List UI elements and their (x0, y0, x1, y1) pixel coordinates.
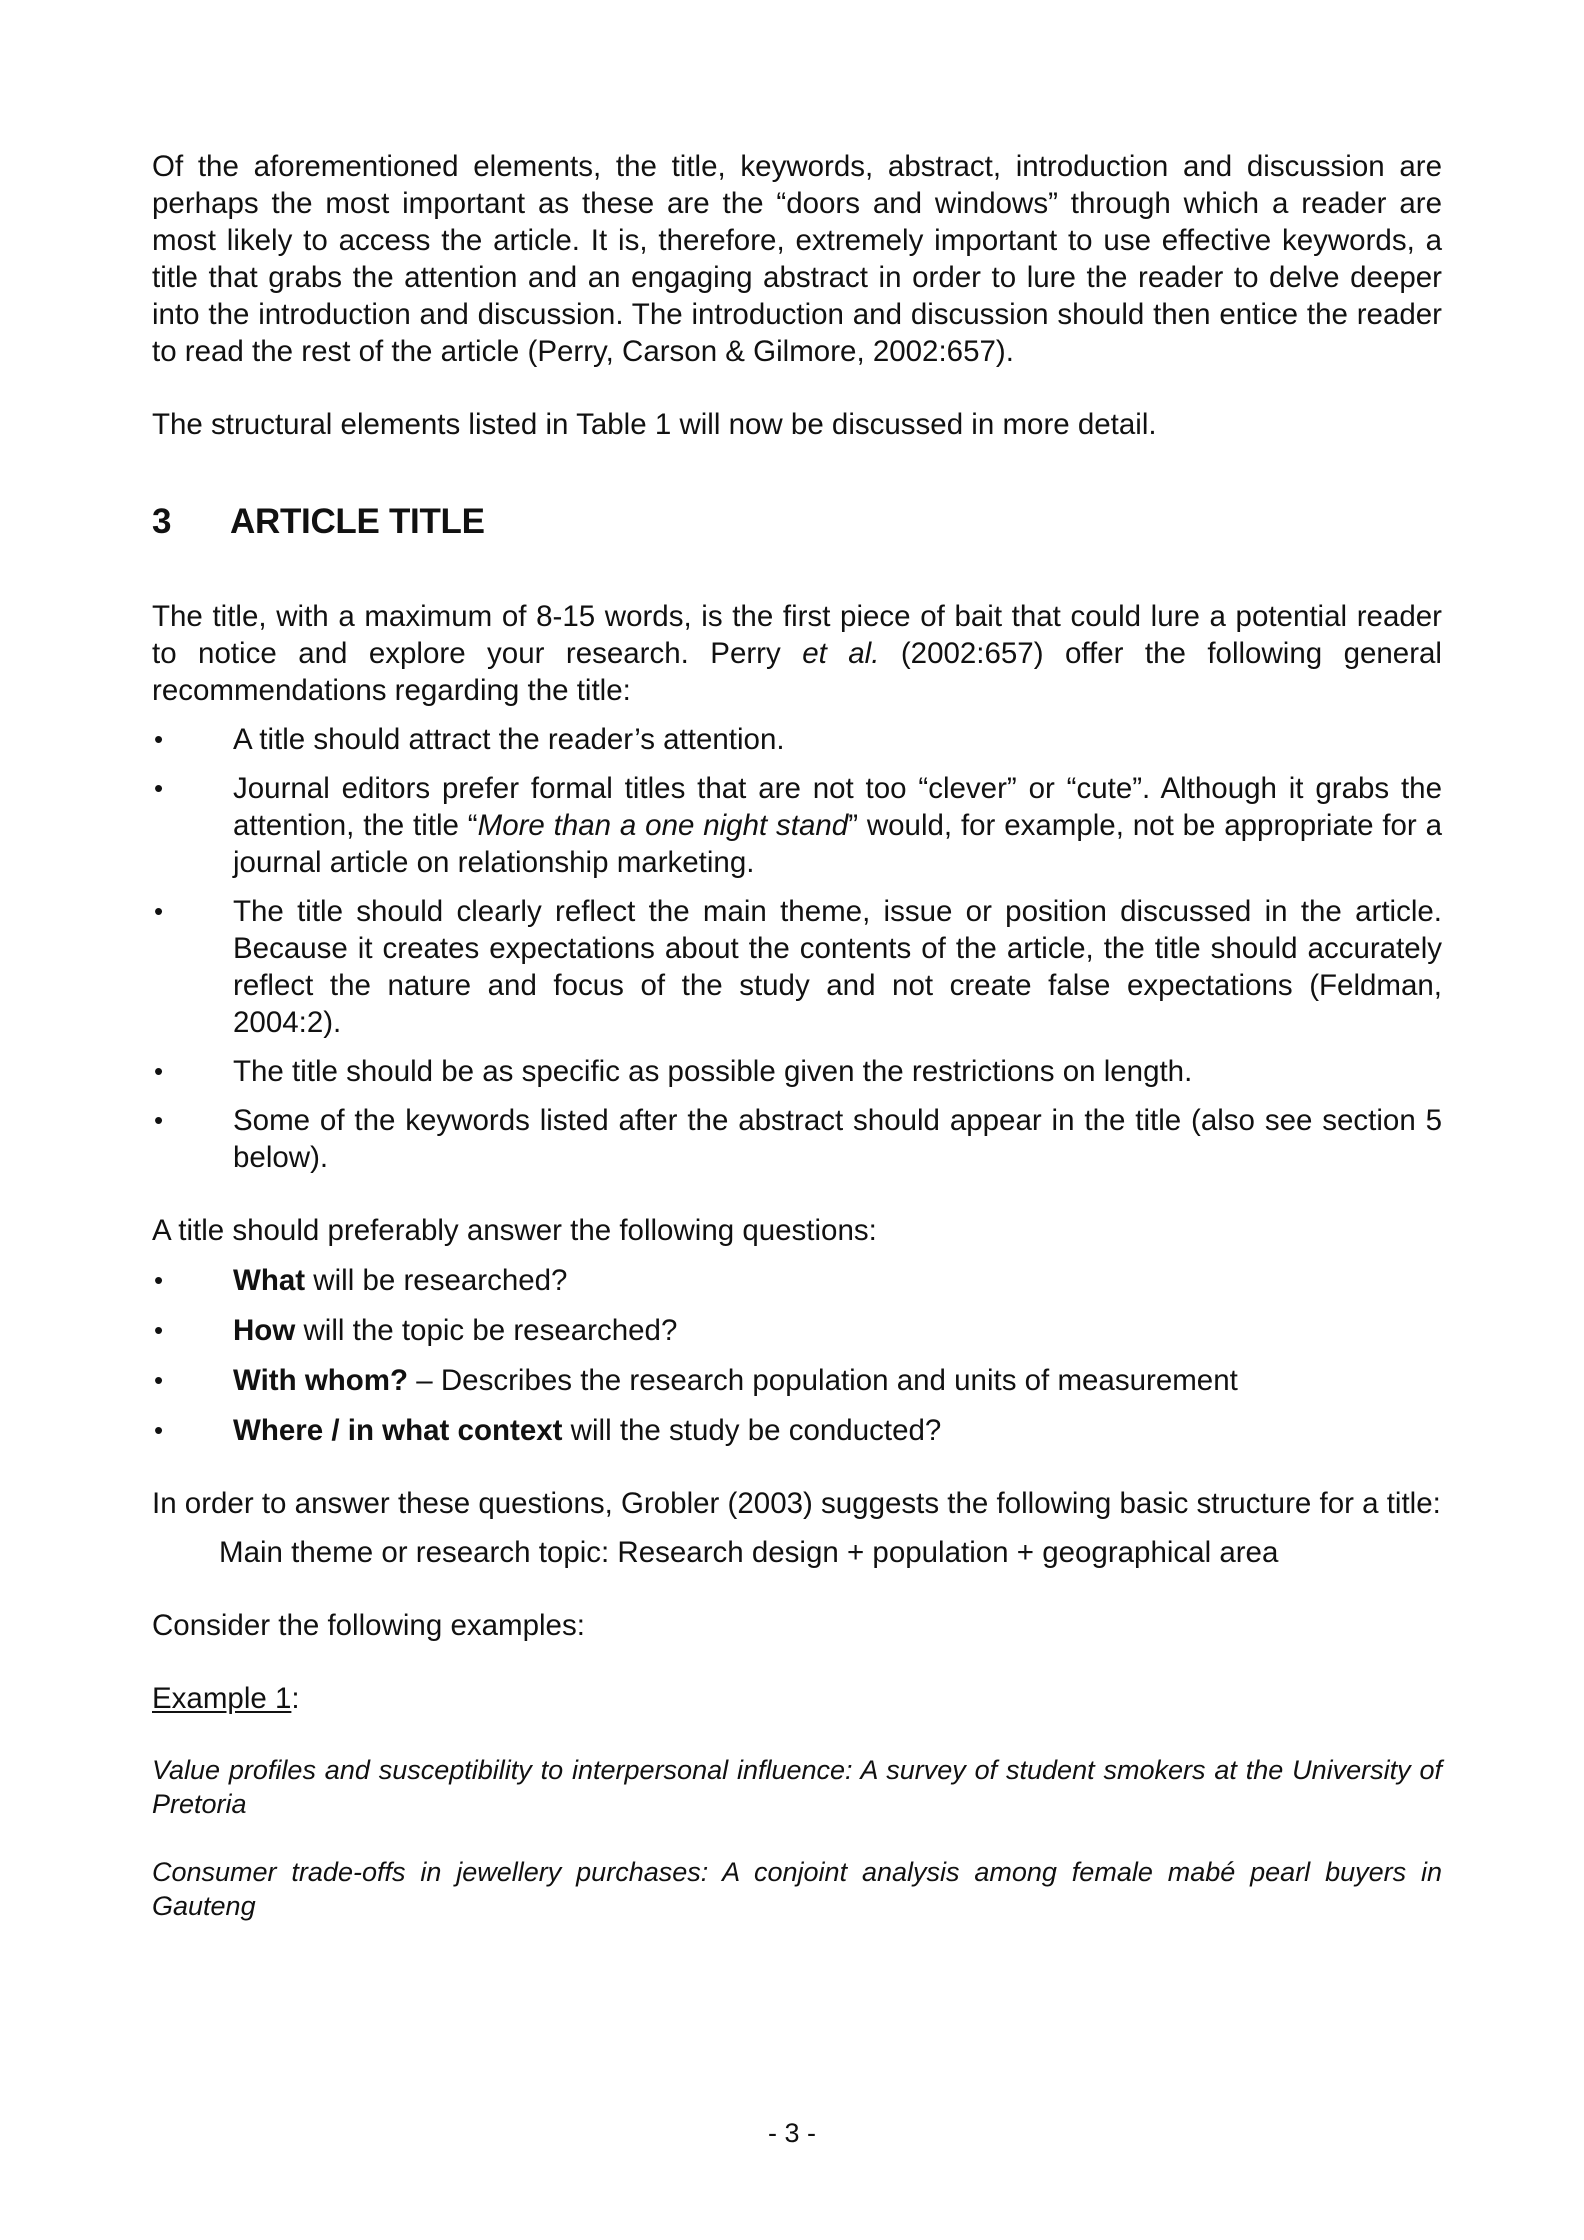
list-item-text: Journal editors prefer formal titles that are not too “clever” or “cute”. Although it grabs the attention, the title “ (233, 772, 1442, 842)
list-item-text: The title should clearly reflect the main theme, issue or position discussed in the article. Because it creates expectations about the contents of the article, the title should accurately reflect the nature and focus of the study and not create false expectations (Feldman, 2004:2). (233, 895, 1442, 1039)
list-item-text: A title should attract the reader’s attention. (233, 723, 785, 756)
et-al-italic: et al. (802, 637, 880, 670)
document-page (152, 148, 1442, 1957)
list-item (152, 1053, 1442, 1090)
section-intro-text: The title, with a maximum of 8-15 words, is the first piece of bait that could lure a potential reader to notice and explore your research. Perry (152, 600, 1442, 670)
section-number: 3 (152, 502, 172, 541)
bullet-icon: • (154, 1315, 164, 1345)
question-keyword: How (233, 1314, 296, 1347)
question-text: will be researched? (305, 1264, 568, 1297)
section-intro-paragraph (152, 598, 1442, 709)
bullet-icon: • (154, 1265, 164, 1295)
page-number: - 3 - (767, 2118, 816, 2148)
questions-intro: A title should preferably answer the following questions: (152, 1214, 877, 1247)
list-item (152, 721, 1442, 758)
example-title: Value profiles and susceptibility to interpersonal influence: A survey of student smokers at the University of Pretoria (152, 1755, 1442, 1819)
transition-paragraph: The structural elements listed in Table 1 will now be discussed in more detail. (152, 408, 1157, 441)
list-item (152, 893, 1442, 1041)
examples-intro: Consider the following examples: (152, 1609, 585, 1642)
structure-formula: Main theme or research topic: Research design + population + geographical area (219, 1536, 1279, 1569)
intro-paragraph: Of the aforementioned elements, the title, keywords, abstract, introduction and discussion are perhaps the most important as these are the “doors and windows” through which a reader are most likely to access the article. It is, therefore, extremely important to use effective keywords, a title that grabs the attention and an engaging abstract in order to lure the reader to delve deeper into the introduction and discussion. The introduction and discussion should then entice the reader to read the rest of the article (Perry, Carson & Gilmore, 2002:657). (152, 150, 1442, 368)
example-label (152, 1680, 1442, 1717)
question-text: – Describes the research population and units of measurement (408, 1364, 1238, 1397)
example-title-italic: More than a one night stand (477, 809, 849, 842)
list-item (152, 770, 1442, 881)
bullet-icon: • (154, 1365, 164, 1395)
bullet-icon: • (154, 1105, 164, 1135)
bullet-icon: • (154, 1415, 164, 1445)
bullet-icon: • (154, 1056, 164, 1086)
list-item (152, 1102, 1442, 1176)
section-heading (152, 501, 1442, 543)
question-keyword: With whom? (233, 1364, 409, 1397)
list-item (152, 1312, 1442, 1349)
example-label-text: Example 1 (152, 1682, 292, 1715)
question-text: will the study be conducted? (562, 1414, 942, 1447)
list-item-text: Some of the keywords listed after the abstract should appear in the title (also see section 5 below). (233, 1104, 1442, 1174)
list-item-text: The title should be as specific as possible given the restrictions on length. (233, 1055, 1193, 1088)
list-item-text-cont: ” would, for example, not be appropriate for a journal article on relationship marketing. (233, 809, 1442, 879)
question-keyword: Where / in what context (233, 1414, 563, 1447)
list-item (152, 1412, 1442, 1449)
section-intro-text-cont: (2002:657) offer the following general recommendations regarding the title: (152, 637, 1442, 707)
recommendations-list (152, 721, 1442, 1176)
list-item (152, 1262, 1442, 1299)
bullet-icon: • (154, 773, 164, 803)
section-title: ARTICLE TITLE (230, 502, 485, 541)
bullet-icon: • (154, 724, 164, 754)
questions-list (152, 1262, 1442, 1449)
structure-intro: In order to answer these questions, Grobler (2003) suggests the following basic structure for a title: (152, 1487, 1441, 1520)
list-item (152, 1362, 1442, 1399)
question-text: will the topic be researched? (295, 1314, 678, 1347)
example-label-colon: : (291, 1682, 300, 1715)
example-title: Consumer trade-offs in jewellery purchases: A conjoint analysis among female mabé pearl buyers in Gauteng (152, 1857, 1442, 1921)
question-keyword: What (233, 1264, 306, 1297)
bullet-icon: • (154, 896, 164, 926)
